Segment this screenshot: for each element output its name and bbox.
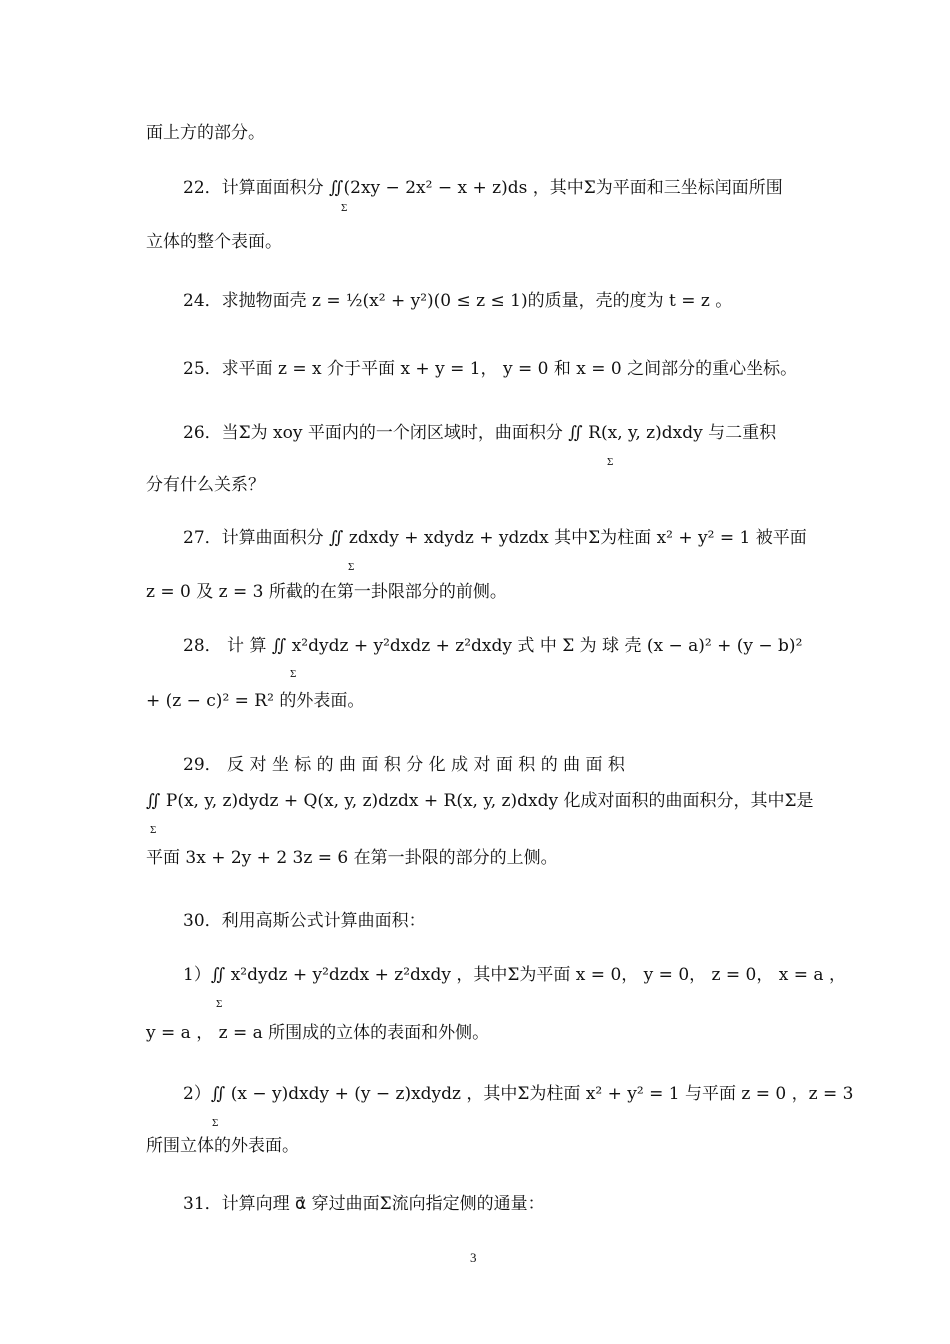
problem-25: 25．求平面 z = x 介于平面 x + y = 1， y = 0 和 x = 0 之间部分的重心坐标。 — [183, 359, 798, 379]
text-line: 面上方的部分。 — [146, 123, 265, 143]
integral-subscript: Σ — [341, 202, 348, 214]
text-line: 平面 3x + 2y + 2 3z = 6 在第一卦限的部分的上侧。 — [146, 848, 558, 868]
problem-30: 30．利用高斯公式计算曲面积： — [183, 911, 426, 931]
text-line: ∬ P(x, y, z)dydz + Q(x, y, z)dzdx + R(x, y, z)dxdy 化成对面积的曲面积分，其中Σ是 — [146, 791, 814, 811]
text-line: 分有什么关系？ — [146, 475, 265, 495]
problem-30-part-1: 1）∬ x²dydz + y²dzdx + z²dxdy ，其中Σ为平面 x = 0， y = 0， z = 0， x = a ， — [183, 965, 846, 985]
problem-30-part-2: 2）∬ (x − y)dxdy + (y − z)xdydz ，其中Σ为柱面 x² + y² = 1 与平面 z = 0 ，z = 3 — [183, 1084, 854, 1104]
text-line: 立体的整个表面。 — [146, 232, 282, 252]
page-number: 3 — [470, 1250, 477, 1265]
text-line: y = a ， z = a 所围成的立体的表面和外侧。 — [146, 1023, 490, 1043]
integral-subscript: Σ — [607, 456, 614, 468]
problem-24: 24．求抛物面壳 z = ½(x² + y²)(0 ≤ z ≤ 1)的质量，壳的度为 t = z 。 — [183, 291, 733, 311]
problem-26: 26．当Σ为 xoy 平面内的一个闭区域时，曲面积分 ∬ R(x, y, z)dxdy 与二重积 — [183, 423, 777, 443]
integral-subscript: Σ — [216, 998, 223, 1010]
problem-27: 27．计算曲面积分 ∬ zdxdy + xdydz + ydzdx 其中Σ为柱面 x² + y² = 1 被平面 — [183, 528, 807, 548]
text-line: + (z − c)² = R² 的外表面。 — [146, 691, 365, 711]
integral-subscript: Σ — [290, 668, 297, 680]
integral-subscript: Σ — [212, 1117, 219, 1129]
integral-subscript: Σ — [348, 561, 355, 573]
problem-28: 28． 计 算 ∬ x²dydz + y²dxdz + z²dxdy 式 中 Σ 为 球 壳 (x − a)² + (y − b)² — [183, 636, 803, 656]
integral-subscript: Σ — [150, 824, 157, 836]
problem-29: 29． 反 对 坐 标 的 曲 面 积 分 化 成 对 面 积 的 曲 面 积 — [183, 755, 625, 775]
problem-31: 31．计算向理 α⃗ 穿过曲面Σ流向指定侧的通量： — [183, 1194, 545, 1214]
text-line: 所围立体的外表面。 — [146, 1136, 299, 1156]
problem-22: 22．计算面面积分 ∬(2xy − 2x² − x + z)ds ，其中Σ为平面和三坐标闰面所围 — [183, 178, 783, 198]
text-line: z = 0 及 z = 3 所截的在第一卦限部分的前侧。 — [146, 582, 507, 602]
